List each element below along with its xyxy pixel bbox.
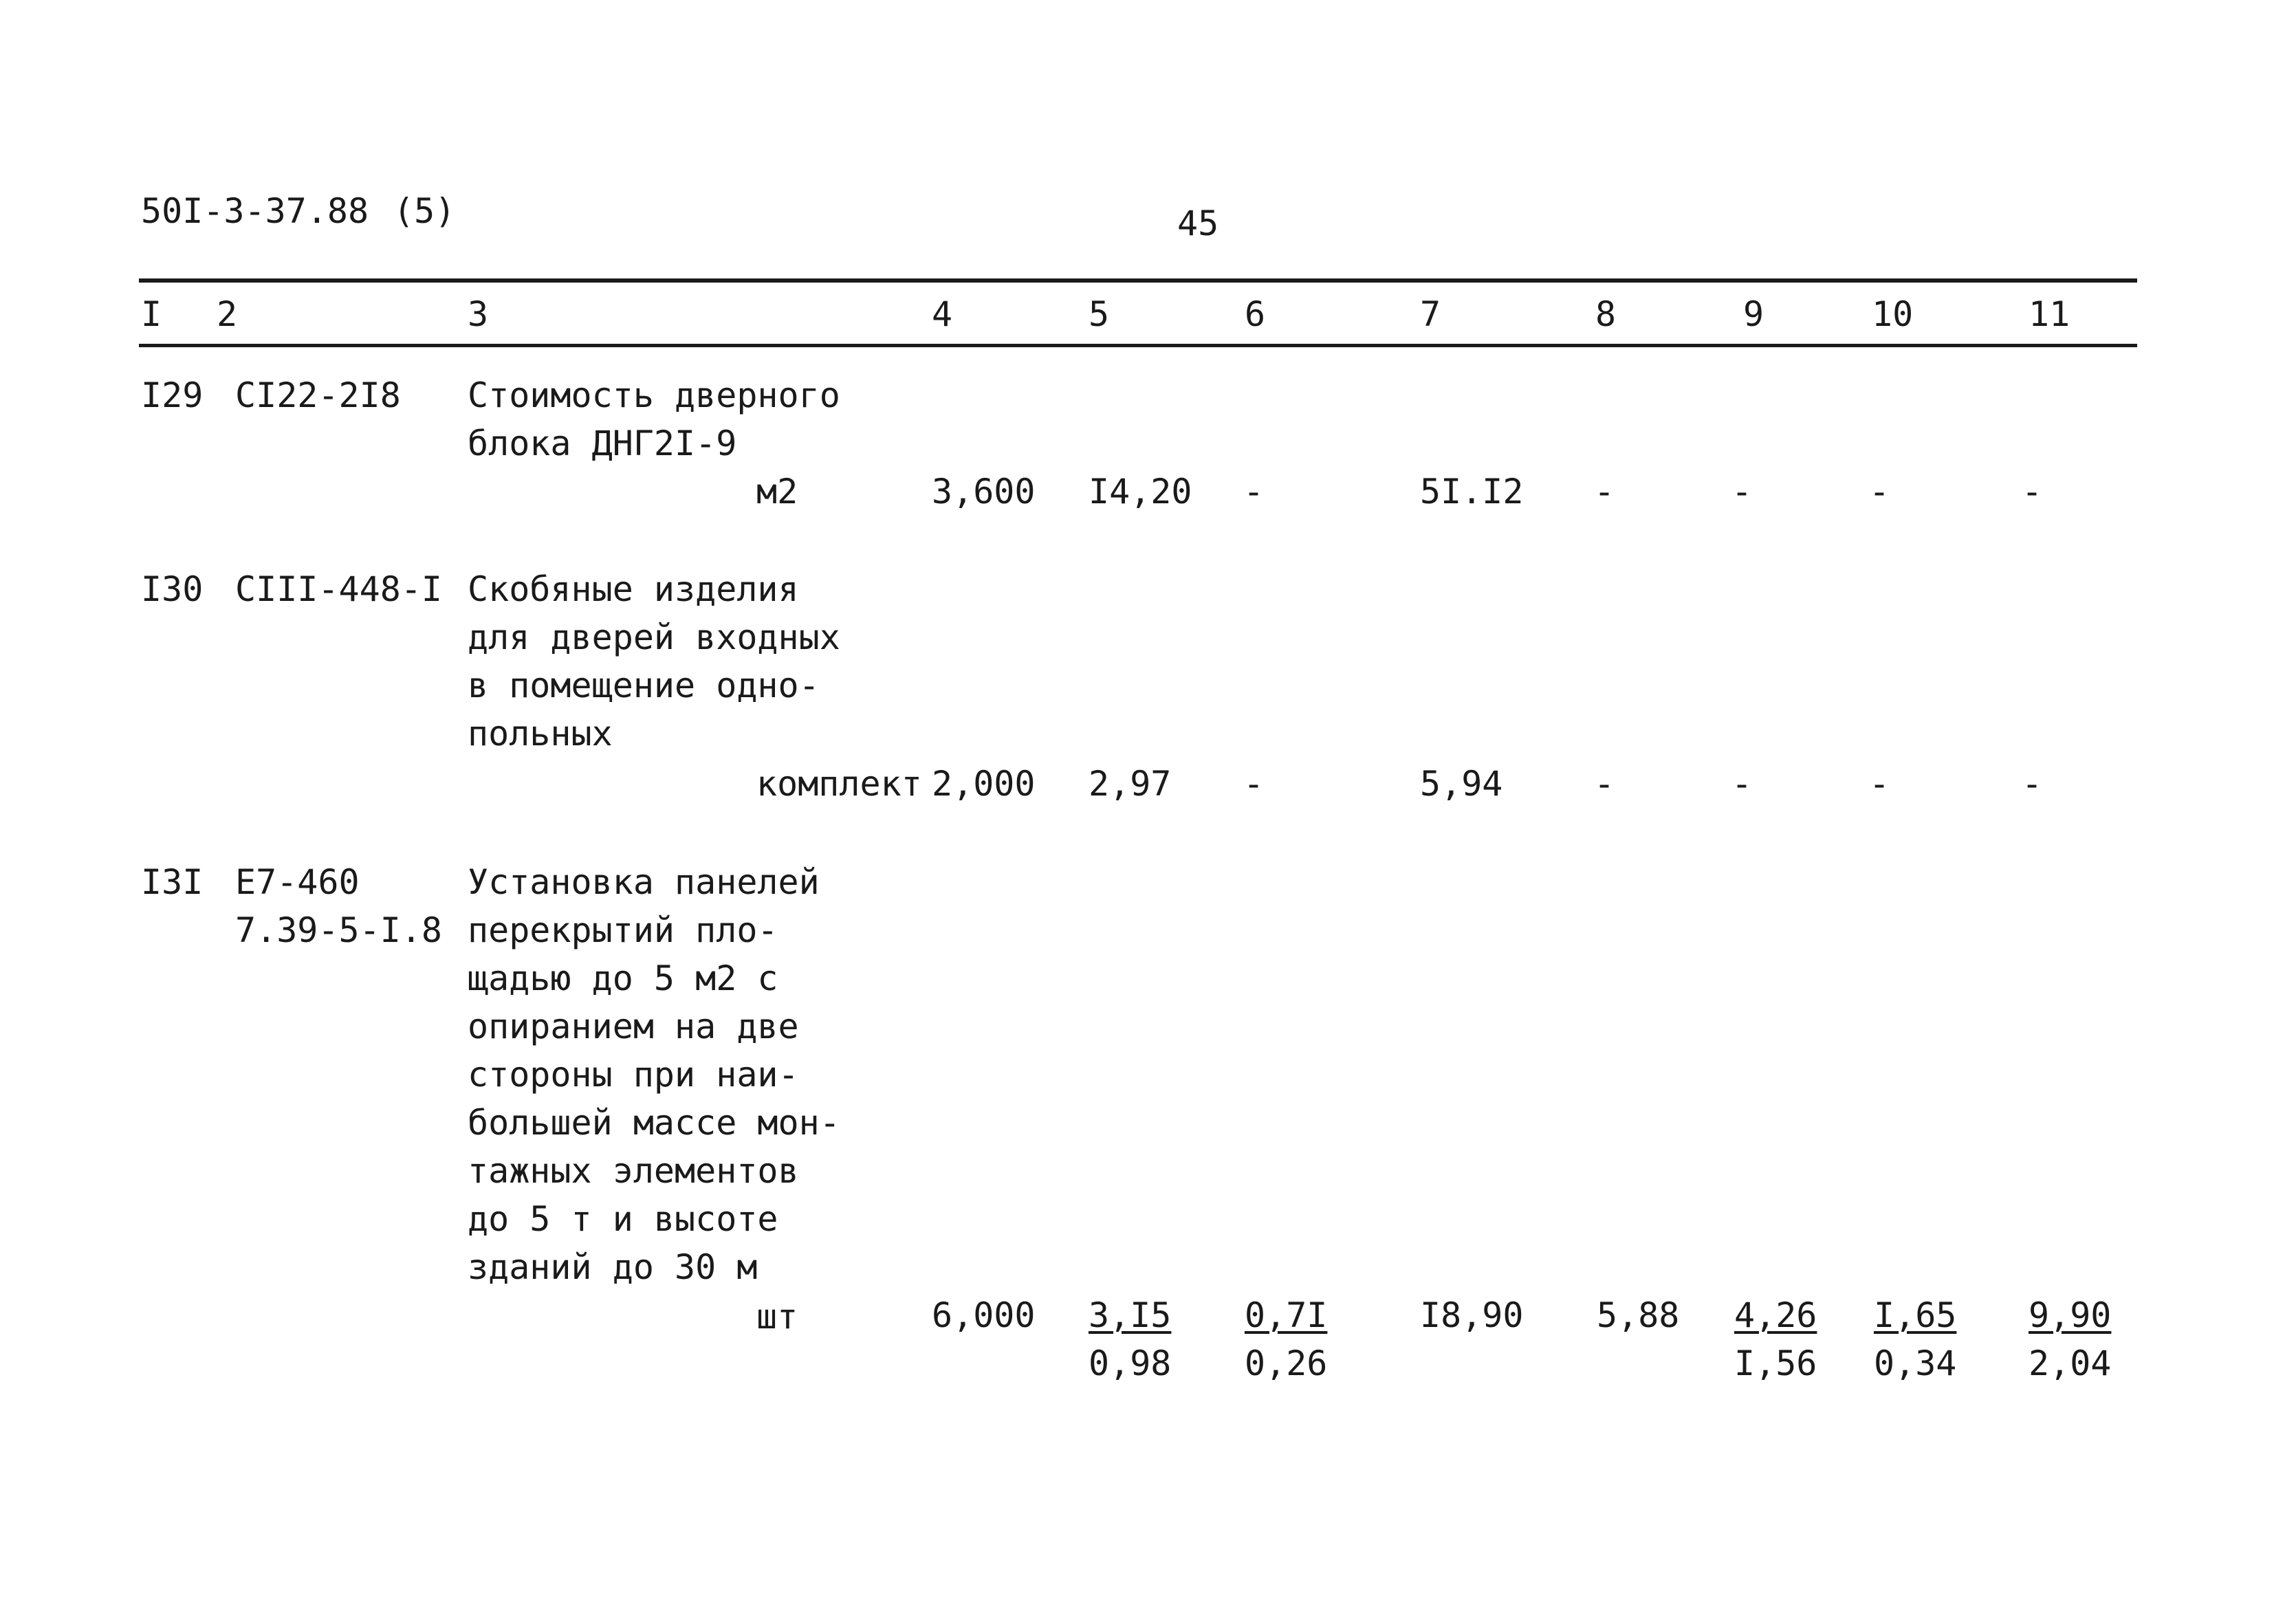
quantity: 6,000	[932, 1295, 1036, 1335]
quantity: 3,600	[932, 472, 1036, 512]
description-line: Скобяные изделия	[468, 569, 799, 609]
description-line: до 5 т и высоте	[468, 1199, 778, 1239]
page-number: 45	[1177, 204, 1219, 243]
description-line: польных	[468, 714, 613, 754]
table-header-rule	[139, 344, 2137, 347]
cell-col9: -	[1731, 764, 1753, 804]
row-number: I3I	[141, 862, 204, 902]
description-line: Установка панелей	[468, 862, 820, 902]
norm-code: 7.39-5-I.8	[235, 910, 443, 950]
description-line: перекрытий пло-	[468, 910, 778, 950]
cell-col11: -	[2022, 472, 2043, 512]
cell-col5-secondary: 0,98	[1089, 1343, 1172, 1383]
column-header: 9	[1743, 294, 1764, 334]
row-number: I29	[141, 375, 204, 415]
cell-col8: -	[1594, 472, 1615, 512]
column-header: 6	[1245, 294, 1266, 334]
column-header: 11	[2029, 294, 2070, 334]
unit: комплект	[756, 764, 922, 804]
column-header: 7	[1420, 294, 1441, 334]
description-line: тажных элементов	[468, 1151, 799, 1191]
quantity: 2,000	[932, 764, 1036, 804]
norm-code: E7-460	[235, 862, 360, 902]
description-line: опиранием на две	[468, 1007, 799, 1046]
column-header: 3	[468, 294, 489, 334]
cell-col8: -	[1594, 764, 1615, 804]
table-top-rule	[139, 278, 2137, 283]
cell-col6: -	[1243, 764, 1265, 804]
cell-col10-secondary: 0,34	[1874, 1343, 1957, 1383]
cell-col7: 5I.I2	[1420, 472, 1524, 512]
column-header: I	[141, 294, 162, 334]
cell-col7: 5,94	[1420, 764, 1503, 804]
cell-col5: 3,I5	[1089, 1295, 1172, 1335]
cell-col10: -	[1869, 764, 1890, 804]
description-line: щадью до 5 м2 с	[468, 958, 778, 998]
column-header: 8	[1595, 294, 1617, 334]
sheet-part: (5)	[393, 191, 456, 231]
cell-col11: -	[2022, 764, 2043, 804]
doc-code: 50I-3-37.88	[141, 191, 369, 231]
norm-code: CIII-448-I	[235, 569, 443, 609]
cell-col10: I,65	[1874, 1295, 1957, 1335]
cell-col5: I4,20	[1089, 472, 1192, 512]
cell-col9: -	[1731, 472, 1753, 512]
cell-col5: 2,97	[1089, 764, 1172, 804]
norm-code: CI22-2I8	[235, 375, 401, 415]
description-line: блока ДНГ2I-9	[468, 424, 737, 463]
description-line: Стоимость дверного	[468, 375, 840, 415]
cell-col9: 4,26	[1734, 1295, 1817, 1335]
description-line: для дверей входных	[468, 617, 840, 657]
cell-col6: -	[1243, 472, 1265, 512]
cell-col9-secondary: I,56	[1734, 1343, 1817, 1383]
cell-col11: 9,90	[2029, 1295, 2112, 1335]
cell-col6-secondary: 0,26	[1245, 1343, 1328, 1383]
description-line: стороны при наи-	[468, 1055, 799, 1095]
column-header: 5	[1089, 294, 1110, 334]
cell-col7: I8,90	[1420, 1295, 1524, 1335]
unit: м2	[756, 472, 798, 512]
description-line: большей массе мон-	[468, 1103, 840, 1143]
column-header: 4	[932, 294, 953, 334]
description-line: зданий до 30 м	[468, 1247, 758, 1287]
unit: шт	[756, 1297, 798, 1337]
description-line: в помещение одно-	[468, 666, 820, 705]
cell-col8: 5,88	[1597, 1295, 1680, 1335]
cell-col10: -	[1869, 472, 1890, 512]
cell-col6: 0,7I	[1245, 1295, 1328, 1335]
column-header: 10	[1872, 294, 1914, 334]
cell-col11-secondary: 2,04	[2029, 1343, 2112, 1383]
row-number: I30	[141, 569, 204, 609]
column-header: 2	[217, 294, 238, 334]
